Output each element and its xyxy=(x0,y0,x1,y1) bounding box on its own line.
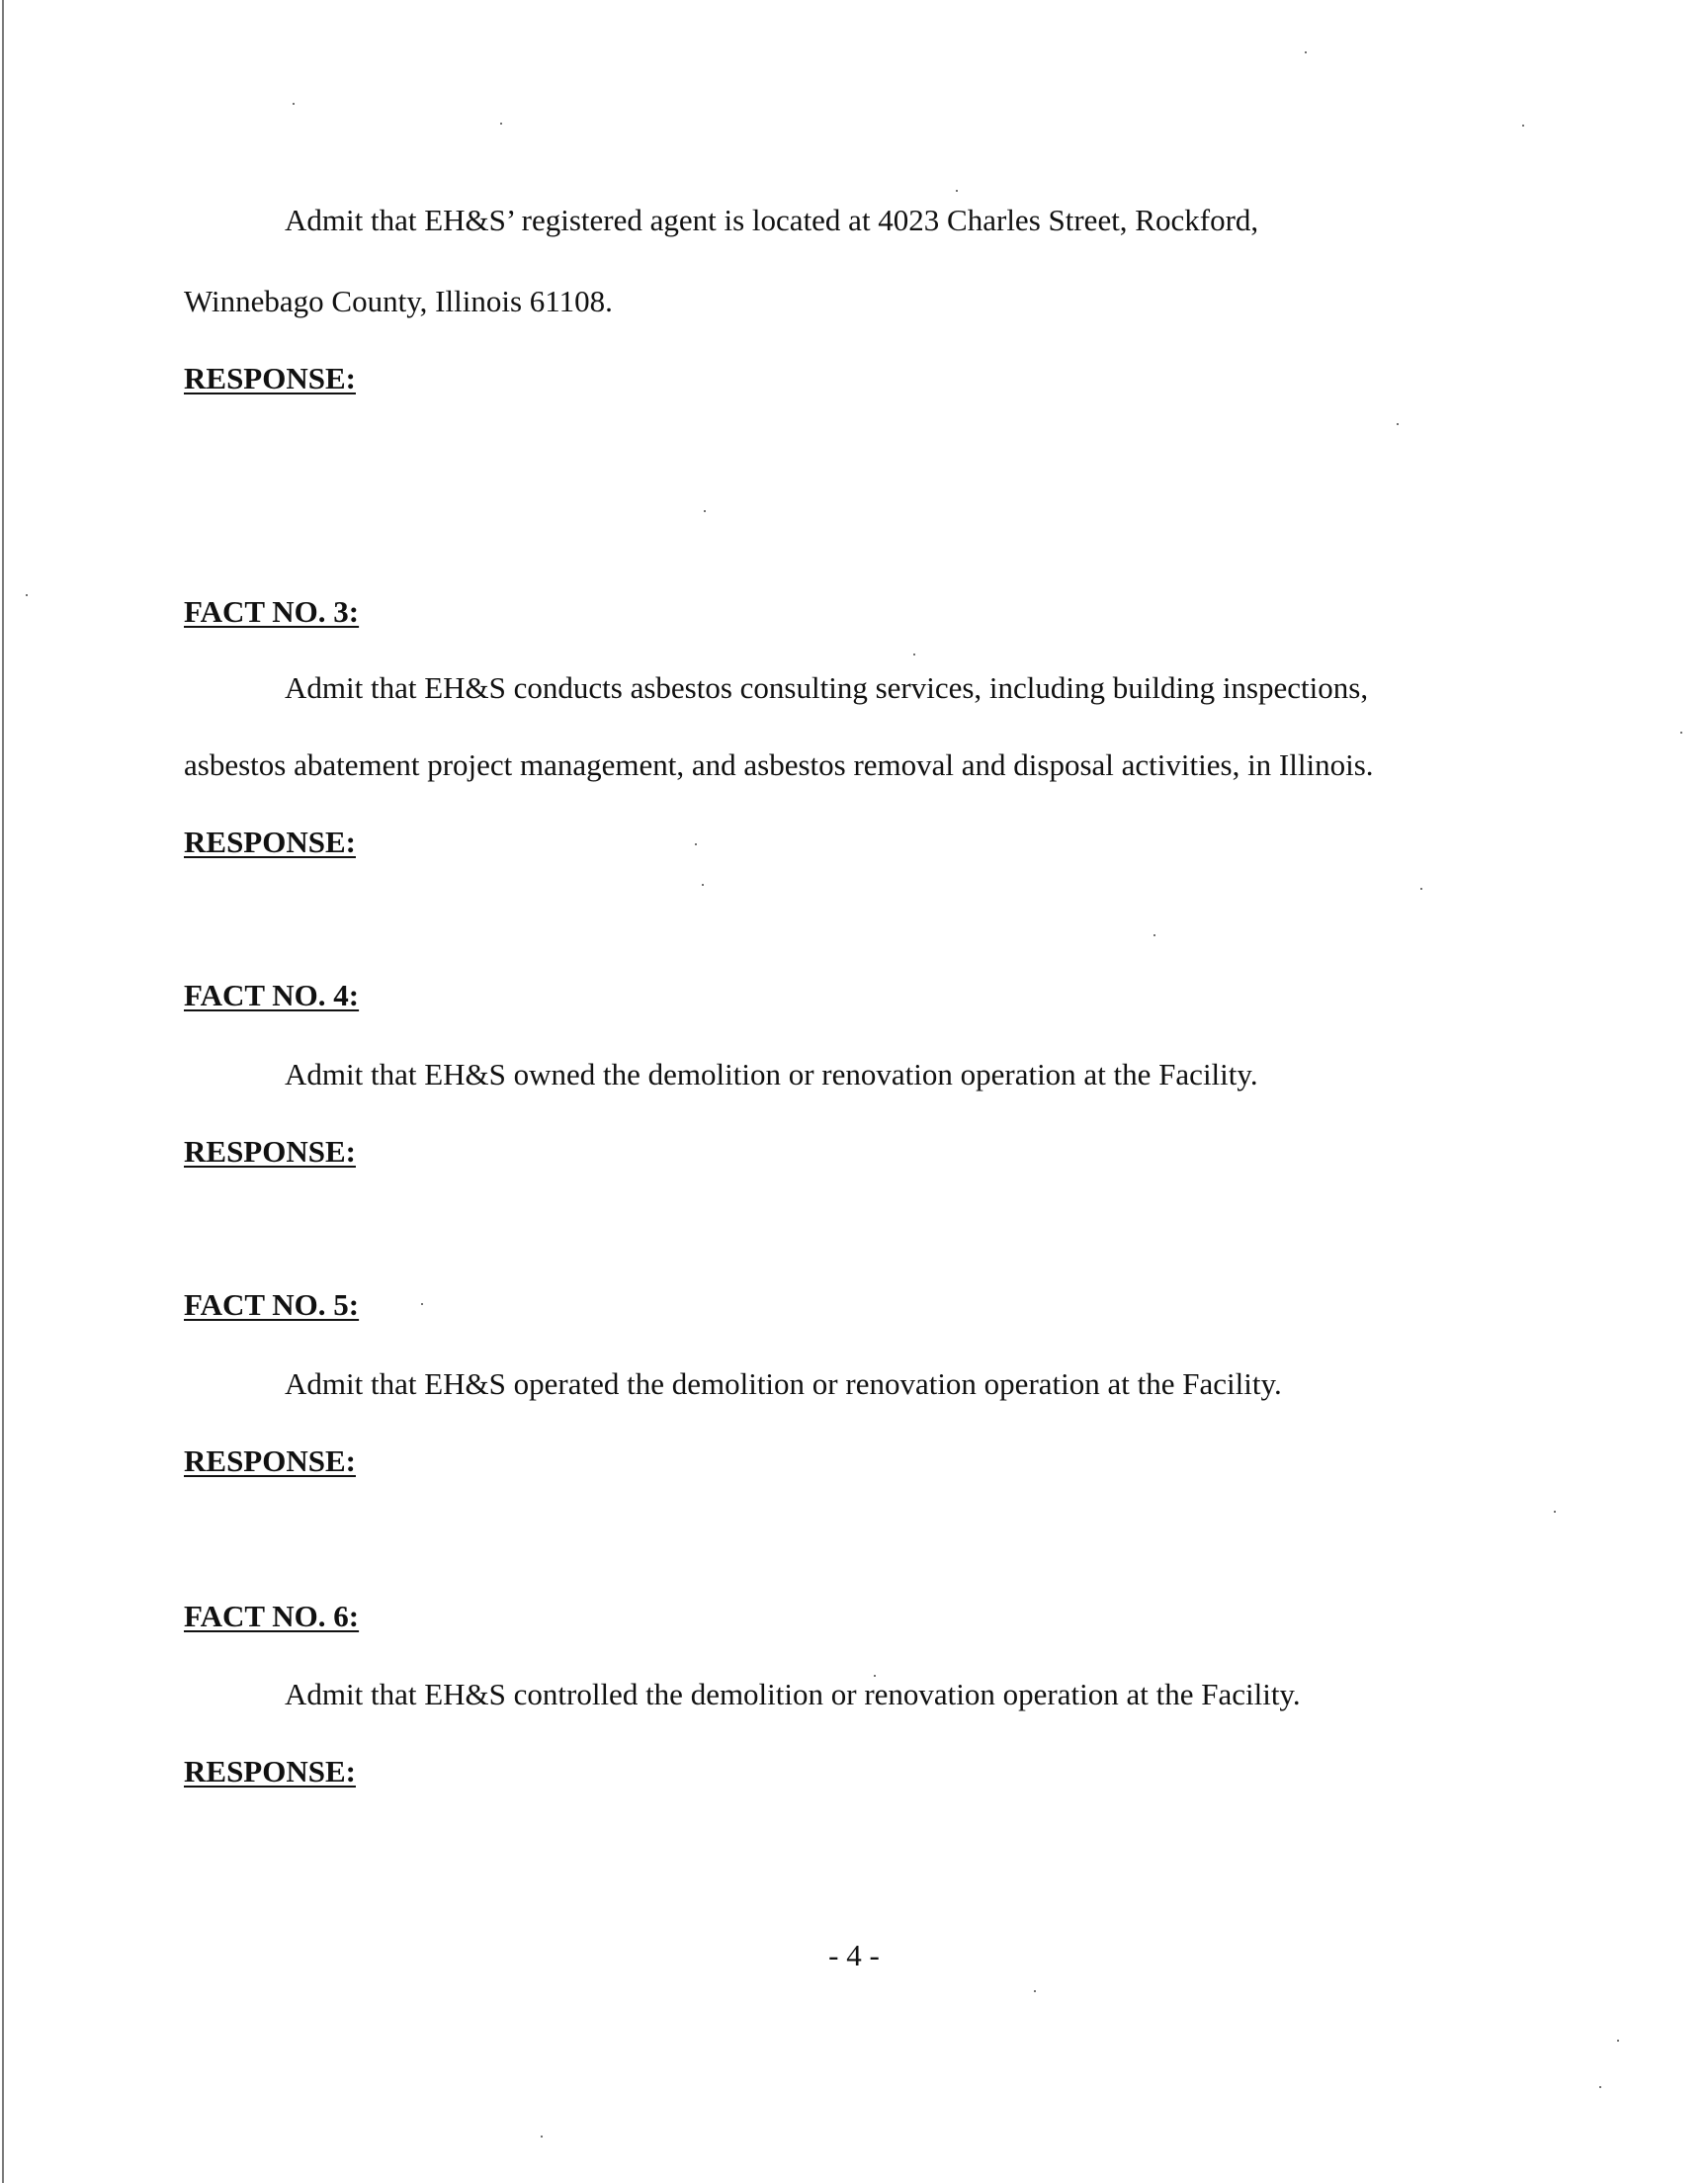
fact-3-paragraph-line-1: Admit that EH&S conducts asbestos consulting services, including building inspections, xyxy=(285,670,1369,705)
scan-speck xyxy=(913,654,915,655)
fact-5-paragraph-line-1: Admit that EH&S operated the demolition or renovation operation at the Facility. xyxy=(285,1366,1282,1401)
fact-4-response-heading: RESPONSE: xyxy=(184,1134,356,1169)
scan-speck xyxy=(695,843,697,845)
scan-speck xyxy=(500,123,502,125)
scan-speck xyxy=(1034,1990,1036,1992)
scan-speck xyxy=(293,103,295,105)
fact-6-paragraph-line-1: Admit that EH&S controlled the demolition or renovation operation at the Facility. xyxy=(285,1677,1301,1711)
scan-speck xyxy=(702,884,704,886)
fact-4-heading: FACT NO. 4: xyxy=(184,978,360,1012)
scan-speck xyxy=(1599,2086,1601,2088)
page-number: - 4 - xyxy=(828,1938,880,1972)
scan-speck xyxy=(1680,732,1682,734)
scan-speck xyxy=(704,510,706,512)
scan-speck xyxy=(1397,423,1399,425)
scan-speck xyxy=(1153,934,1155,936)
fact-6-heading: FACT NO. 6: xyxy=(184,1599,360,1633)
scan-speck xyxy=(874,1675,876,1677)
scan-edge-line xyxy=(2,0,4,2183)
fact-2-paragraph-line-2: Winnebago County, Illinois 61108. xyxy=(184,284,613,318)
fact-6-response-heading: RESPONSE: xyxy=(184,1754,356,1789)
scan-speck xyxy=(26,594,28,596)
scan-speck xyxy=(1305,51,1307,53)
fact-2-response-heading: RESPONSE: xyxy=(184,361,356,395)
fact-3-response-heading: RESPONSE: xyxy=(184,825,356,859)
scan-speck xyxy=(1617,2040,1619,2042)
scan-speck xyxy=(541,2136,543,2138)
scan-speck xyxy=(1522,125,1524,127)
fact-3-paragraph-line-2: asbestos abatement project management, and asbestos removal and disposal activities, in Illinois. xyxy=(184,747,1374,782)
scan-speck xyxy=(1554,1511,1556,1513)
fact-4-paragraph-line-1: Admit that EH&S owned the demolition or renovation operation at the Facility. xyxy=(285,1057,1258,1092)
fact-5-heading: FACT NO. 5: xyxy=(184,1287,360,1322)
scan-speck xyxy=(956,190,958,192)
scan-speck xyxy=(421,1303,423,1305)
fact-5-response-heading: RESPONSE: xyxy=(184,1443,356,1478)
scan-speck xyxy=(1420,888,1422,890)
fact-3-heading: FACT NO. 3: xyxy=(184,594,360,629)
fact-2-paragraph-line-1: Admit that EH&S’ registered agent is located at 4023 Charles Street, Rockford, xyxy=(285,203,1259,237)
